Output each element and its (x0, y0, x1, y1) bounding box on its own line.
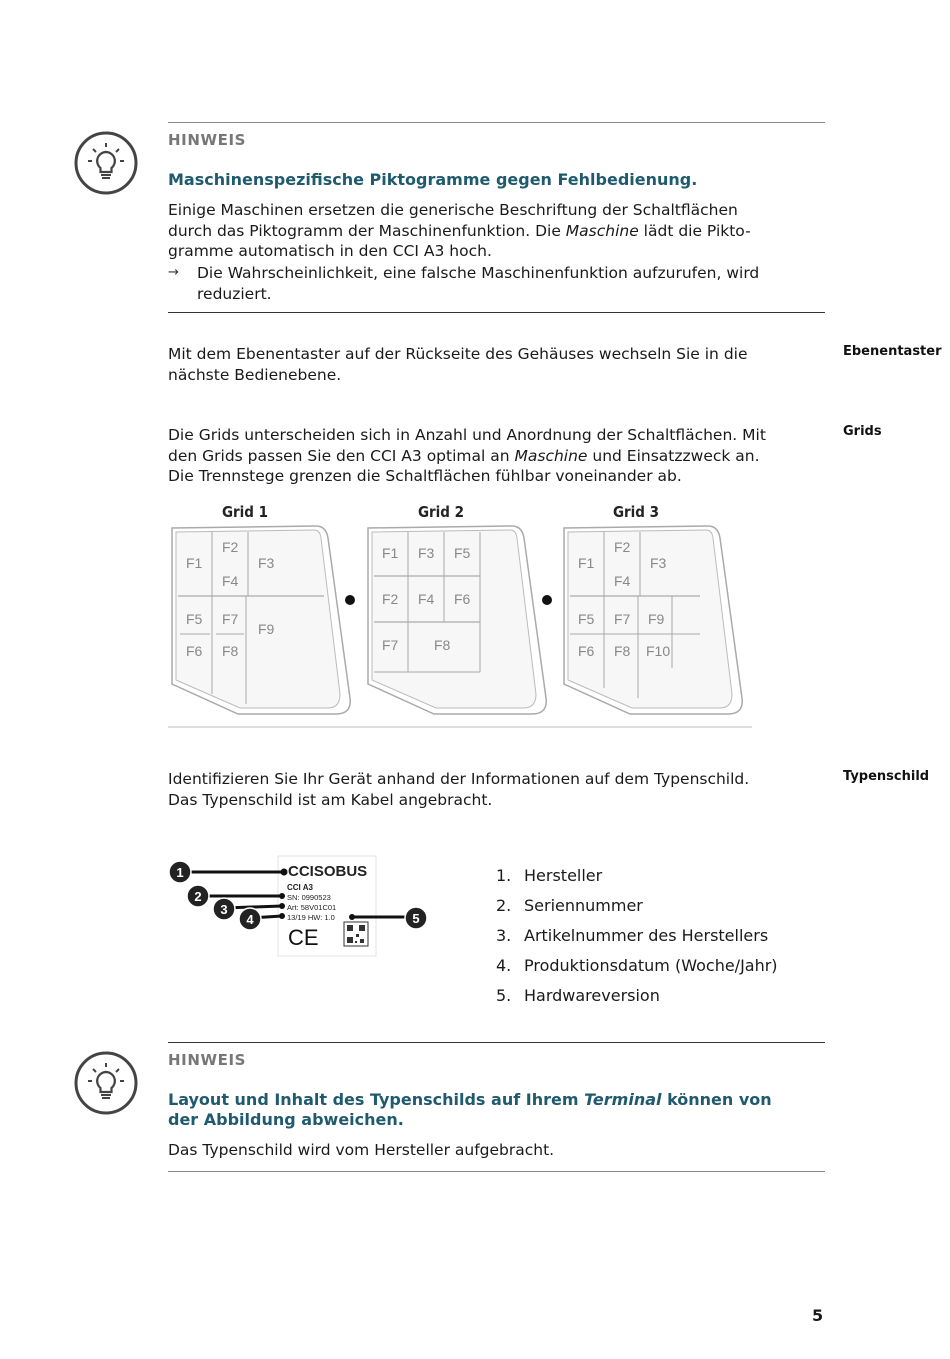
grids-line: den Grids passen Sie den CCI A3 optimal an Maschine und Einsatzzweck an. (168, 446, 760, 465)
margin-note-ebenentaster: Ebenentaster (843, 344, 942, 359)
grid2-key-label: F6 (454, 591, 471, 607)
notice2-heading: Layout und Inhalt des Typenschilds auf Ihrem Terminal können von der Abbildung abweichen. (168, 1090, 772, 1129)
grids-figure (168, 498, 758, 730)
grid3-key-label: F1 (578, 555, 595, 571)
ebenen-paragraph (168, 344, 818, 385)
grid3-key-label: F3 (650, 555, 667, 571)
plate-model: CCI A3 (287, 883, 313, 892)
grid2 (368, 503, 546, 714)
svg-text:4: 4 (246, 912, 254, 927)
margin-note-typenschild: Typenschild (843, 769, 930, 784)
grids-line: Die Trennstege grenzen die Schaltflächen fühlbar voneinander ab. (168, 467, 682, 485)
margin-note-grids: Grids (843, 424, 882, 439)
svg-text:3: 3 (220, 902, 228, 917)
grid-separator-dot (345, 595, 355, 605)
legend-item: 4. Produktionsdatum (Woche/Jahr) (496, 956, 778, 975)
legend-item: 2. Seriennummer (496, 896, 643, 915)
grid2-title: Grid 2 (417, 503, 465, 521)
brand-logo: CCISOBUS (288, 863, 368, 880)
grid1-key-label: F7 (222, 611, 239, 627)
grid3-key-label: F5 (578, 611, 595, 627)
notice1-label: HINWEIS (168, 131, 247, 149)
page-number: 5 (812, 1306, 824, 1325)
notice1-body-line: Einige Maschinen ersetzen die generische Beschriftung der Schaltflächen (168, 201, 738, 219)
notice1-top-rule (168, 122, 825, 123)
grid3-key-label: F8 (614, 643, 631, 659)
grid1-key-label: F5 (186, 611, 203, 627)
grid3-key-label: F4 (614, 573, 631, 589)
qr-code-icon (344, 922, 368, 946)
grid1-key-label: F8 (222, 643, 239, 659)
notice1-body (168, 200, 818, 262)
ce-mark-icon: CE (288, 925, 319, 950)
grid1-key-label: F3 (258, 555, 275, 571)
notice1-body-line: durch das Piktogramm der Maschinenfunktion. Die Maschine lädt die Pikto- (168, 221, 751, 240)
grid2-key-label: F3 (418, 545, 435, 561)
type-plate-legend (496, 861, 778, 1011)
type-plate-figure (166, 852, 436, 962)
grid1-key-label: F6 (186, 643, 203, 659)
notice1-body-line: gramme automatisch in den CCI A3 hoch. (168, 242, 492, 260)
notice1-heading: Maschinenspezifische Piktogramme gegen Fehlbedienung. (168, 170, 698, 189)
notice2-bottom-rule (168, 1171, 825, 1172)
callout-2 (187, 885, 209, 907)
typenschild-line: Identifizieren Sie Ihr Gerät anhand der Informationen auf dem Typenschild. (168, 770, 750, 788)
grid1-key-label: F1 (186, 555, 203, 571)
grid3-key-label: F9 (648, 611, 665, 627)
legend-item: 1. Hersteller (496, 866, 603, 885)
svg-text:1: 1 (176, 865, 184, 880)
grid3-key-label: F7 (614, 611, 631, 627)
grid2-key-label: F2 (382, 591, 399, 607)
notice2-label: HINWEIS (168, 1051, 247, 1069)
notice1-result (168, 263, 818, 304)
grids-paragraph (168, 425, 818, 487)
lightbulb-icon (73, 130, 139, 196)
result-arrow-icon: → (168, 265, 179, 280)
grid3-key-label: F2 (614, 539, 631, 555)
svg-text:5: 5 (412, 911, 420, 926)
callout-5 (405, 907, 427, 929)
notice2-body: Das Typenschild wird vom Hersteller aufgebracht. (168, 1141, 555, 1159)
callout-1 (169, 861, 191, 883)
grid3-key-label: F10 (646, 643, 671, 659)
grid1-title: Grid 1 (221, 503, 269, 521)
grid3 (564, 503, 742, 714)
notice2-top-rule (168, 1042, 825, 1043)
svg-text:2: 2 (194, 889, 202, 904)
ebenen-line: nächste Bedienebene. (168, 365, 342, 384)
lightbulb-icon (73, 1050, 139, 1116)
callout-4 (239, 908, 261, 930)
callout-3 (213, 898, 235, 920)
grid1-key-label: F9 (258, 621, 275, 637)
legend-item: 5. Hardwareversion (496, 986, 660, 1005)
notice1-bottom-rule (168, 312, 825, 313)
grid2-key-label: F1 (382, 545, 399, 561)
typenschild-paragraph (168, 769, 818, 810)
notice1-result-line: reduziert. (197, 284, 272, 303)
grid3-key-label: F6 (578, 643, 595, 659)
grids-line: Die Grids unterscheiden sich in Anzahl und Anordnung der Schaltflächen. Mit (168, 426, 766, 444)
plate-serial: SN: 0990523 (287, 893, 331, 902)
notice1-result-line: Die Wahrscheinlichkeit, eine falsche Maschinenfunktion aufzurufen, wird (197, 264, 760, 282)
ebenen-line: Mit dem Ebenentaster auf der Rückseite des Gehäuses wechseln Sie in die (168, 345, 748, 363)
grid3-title: Grid 3 (612, 503, 660, 521)
grid1-key-label: F4 (222, 573, 239, 589)
grid2-key-label: F8 (434, 637, 451, 653)
grid1 (172, 503, 350, 714)
plate-article: Art: 58V01C01 (287, 903, 337, 912)
legend-item: 3. Artikelnummer des Herstellers (496, 926, 769, 945)
grid2-key-label: F5 (454, 545, 471, 561)
typenschild-line: Das Typenschild ist am Kabel angebracht. (168, 790, 493, 809)
grid2-key-label: F7 (382, 637, 399, 653)
grid-separator-dot (542, 595, 552, 605)
plate-date-hw: 13/19 HW: 1.0 (287, 913, 335, 922)
grid1-key-label: F2 (222, 539, 239, 555)
grid2-key-label: F4 (418, 591, 435, 607)
